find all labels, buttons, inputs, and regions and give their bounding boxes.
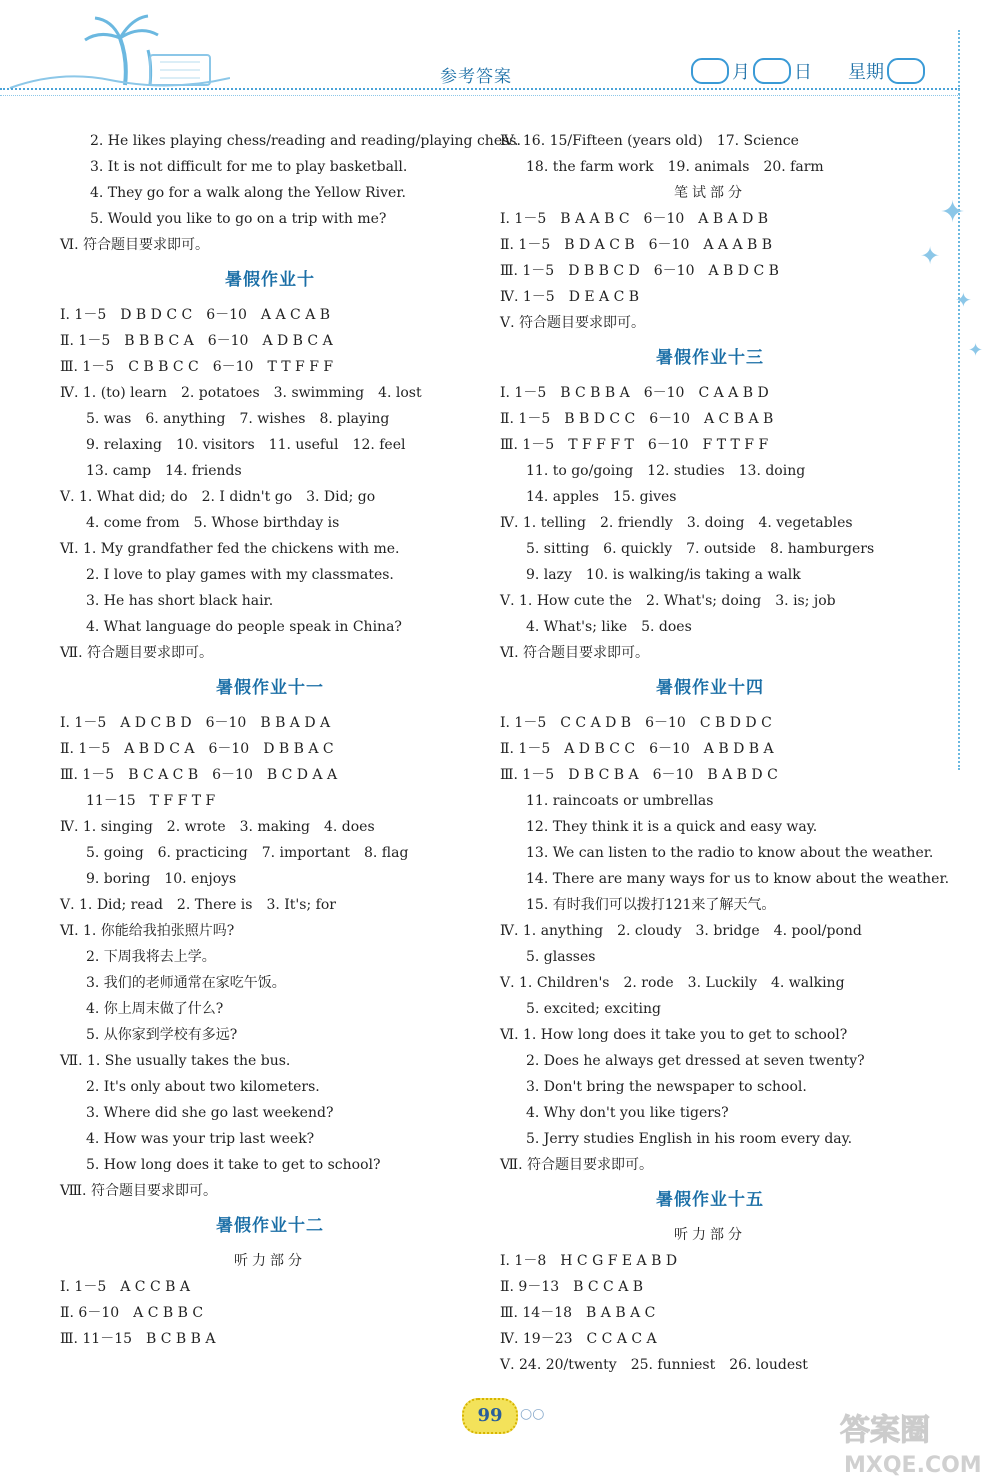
answer-line: Ⅲ. 1－5 D B C B A 6－10 B A B D C [500,767,778,783]
answer-line: 5. How long does it take to get to school? [86,1157,381,1173]
answer-line: 15. 有时我们可以拨打121来了解天气。 [526,897,776,913]
answer-line: Ⅱ. 9－13 B C C A B [500,1279,644,1295]
section-heading: 暑假作业十五 [656,1190,764,1210]
answer-line: Ⅳ. 19－23 C C A C A [500,1331,657,1347]
subsection-heading: 笔试部分 [674,185,746,201]
answer-line: 2. 下周我将去上学。 [86,949,216,965]
answer-line: 4. What language do people speak in China? [86,619,402,635]
answer-line: Ⅳ. 1. anything 2. cloudy 3. bridge 4. pool/pond [500,923,862,939]
date-month [688,58,812,84]
answer-line: Ⅳ. 1－5 D E A C B [500,289,640,305]
section-heading: 暑假作业十四 [656,678,764,698]
answer-line: 9. lazy 10. is walking/is taking a walk [526,567,801,583]
subsection-heading: 听力部分 [674,1227,746,1243]
star-icon: ✦ [940,195,966,230]
answer-line: Ⅴ. 1. Children's 2. rode 3. Luckily 4. walking [500,975,845,991]
weekday-label: 星期 [848,62,884,83]
answer-line: 4. Why don't you like tigers? [526,1105,729,1121]
answer-line: Ⅳ. 1. (to) learn 2. potatoes 3. swimming 4. lost [60,385,422,401]
answer-line: 5. excited; exciting [526,1001,661,1017]
answer-line: 3. It is not difficult for me to play basketball. [90,159,408,175]
answer-line: 3. 我们的老师通常在家吃午饭。 [86,975,286,991]
answer-line: 12. They think it is a quick and easy way. [526,819,818,835]
answer-line: 4. What's; like 5. does [526,619,692,635]
answer-line: 5. sitting 6. quickly 7. outside 8. hamburgers [526,541,875,557]
month-label: 月 [732,62,750,83]
answer-line: Ⅷ. 符合题目要求即可。 [60,1183,217,1199]
header-divider-secondary [0,95,960,96]
subsection-heading: 听力部分 [234,1253,306,1269]
answer-line: Ⅴ. 1. What did; do 2. I didn't go 3. Did; go [60,489,376,505]
answer-line: Ⅰ. 1－5 C C A D B 6－10 C B D D C [500,715,772,731]
answer-line: 18. the farm work 19. animals 20. farm [526,159,824,175]
answer-line: Ⅴ. 1. How cute the 2. What's; doing 3. is; job [500,593,836,609]
answer-line: 5. Would you like to go on a trip with me? [90,211,387,227]
answer-line: Ⅱ. 1－5 B D A C B 6－10 A A A B B [500,237,773,253]
star-icon: ✦ [920,242,941,270]
answer-line: Ⅱ. 1－5 B B D C C 6－10 A C B A B [500,411,774,427]
answer-line: Ⅵ. 1. 你能给我拍张照片吗? [60,923,235,939]
answer-line: Ⅱ. 1－5 A B D C A 6－10 D B B A C [60,741,334,757]
answer-line: Ⅲ. 14－18 B A B A C [500,1305,656,1321]
day-box [753,58,791,84]
page-header [0,0,1000,100]
answer-line: 11. to go/going 12. studies 13. doing [526,463,806,479]
right-column [500,128,950,1378]
answer-line: 5. 从你家到学校有多远? [86,1027,238,1043]
answer-line: 9. boring 10. enjoys [86,871,237,887]
answer-line: Ⅰ. 1－5 B C B B A 6－10 C A A B D [500,385,769,401]
answer-line: 13. camp 14. friends [86,463,242,479]
star-icon: ✦ [955,288,972,312]
answer-line: 14. There are many ways for us to know about the weather. [526,871,950,887]
answer-line: Ⅲ. 11－15 B C B B A [60,1331,216,1347]
page-dots-decoration: ○○ [520,1406,545,1422]
answer-line: Ⅰ. 1－8 H C G F E A B D [500,1253,678,1269]
answer-line: 4. They go for a walk along the Yellow River. [90,185,406,201]
answer-line: Ⅶ. 符合题目要求即可。 [500,1157,653,1173]
answer-line: Ⅲ. 1－5 C B B C C 6－10 T T F F F [60,359,334,375]
answer-line: 5. Jerry studies English in his room every day. [526,1131,853,1147]
day-label: 日 [794,62,812,83]
answer-line: Ⅶ. 符合题目要求即可。 [60,645,213,661]
answer-line: Ⅵ. 符合题目要求即可。 [60,237,209,253]
section-heading: 暑假作业十三 [656,348,764,368]
answer-line: Ⅰ. 1－5 A C C B A [60,1279,190,1295]
answer-line: 2. He likes playing chess/reading and reading/playing chess. [90,133,521,149]
section-heading: 暑假作业十二 [216,1216,324,1236]
answer-line: Ⅴ. 符合题目要求即可。 [500,315,646,331]
month-box [691,58,729,84]
palm-tree-logo [0,0,230,90]
answer-line: 4. How was your trip last week? [86,1131,315,1147]
watermark-logo [830,1400,1000,1480]
answer-line: 5. was 6. anything 7. wishes 8. playing [86,411,390,427]
answer-line: Ⅰ. 1－5 D B D C C 6－10 A A C A B [60,307,331,323]
answer-line: 2. Does he always get dressed at seven twenty? [526,1053,865,1069]
watermark-text: 答案圈 [840,1413,930,1448]
answer-line: Ⅲ. 1－5 B C A C B 6－10 B C D A A [60,767,338,783]
answer-line: Ⅶ. 1. She usually takes the bus. [60,1053,291,1069]
answer-line: 13. We can listen to the radio to know about the weather. [526,845,934,861]
answer-line: Ⅳ. 1. singing 2. wrote 3. making 4. does [60,819,375,835]
header-title: 参考答案 [440,67,512,87]
star-icon: ✦ [968,340,984,361]
answer-line: 3. Where did she go last weekend? [86,1105,334,1121]
answer-line: Ⅵ. 1. My grandfather fed the chickens with me. [60,541,400,557]
answer-line: Ⅳ. 1. telling 2. friendly 3. doing 4. vegetables [500,515,853,531]
answer-line: Ⅲ. 1－5 D B B C D 6－10 A B D C B [500,263,779,279]
answer-line: Ⅵ. 符合题目要求即可。 [500,645,649,661]
header-divider [0,88,960,90]
answer-line: Ⅱ. 1－5 A D B C C 6－10 A B D B A [500,741,774,757]
answer-line: Ⅴ. 24. 20/twenty 25. funniest 26. loudest [500,1357,808,1373]
answer-line: 11. raincoats or umbrellas [526,793,714,809]
answer-line: 4. come from 5. Whose birthday is [86,515,340,531]
answer-line: 14. apples 15. gives [526,489,677,505]
section-heading: 暑假作业十一 [216,678,324,698]
answer-line: 5. going 6. practicing 7. important 8. flag [86,845,409,861]
answer-line: Ⅳ. 16. 15/Fifteen (years old) 17. Science [500,133,799,149]
answer-line: Ⅰ. 1－5 B A A B C 6－10 A B A D B [500,211,769,227]
answer-line: 3. Don't bring the newspaper to school. [526,1079,807,1095]
answer-line: 11－15 T F F T F [86,793,216,809]
answer-line: 2. It's only about two kilometers. [86,1079,320,1095]
answer-line: Ⅴ. 1. Did; read 2. There is 3. It's; for [60,897,336,913]
answer-line: 2. I love to play games with my classmates. [86,567,394,583]
section-heading: 暑假作业十 [225,270,315,290]
weekday [848,58,928,84]
answer-line: 4. 你上周末做了什么? [86,1001,224,1017]
answer-line: 3. He has short black hair. [86,593,274,609]
weekday-box [887,58,925,84]
answer-line: Ⅲ. 1－5 T F F F T 6－10 F T T F F [500,437,769,453]
answer-line: Ⅱ. 6－10 A C B B C [60,1305,204,1321]
watermark [830,1400,1000,1480]
answer-line: Ⅱ. 1－5 B B B C A 6－10 A D B C A [60,333,333,349]
page-number: 99 [462,1398,518,1434]
answer-line: Ⅵ. 1. How long does it take you to get to school? [500,1027,848,1043]
answer-line: 9. relaxing 10. visitors 11. useful 12. feel [86,437,406,453]
answer-line: Ⅰ. 1－5 A D C B D 6－10 B B A D A [60,715,331,731]
watermark-url: MXQE.COM [844,1453,982,1478]
answer-line: 5. glasses [526,949,596,965]
left-column [60,128,521,1352]
right-margin-line [958,30,960,770]
